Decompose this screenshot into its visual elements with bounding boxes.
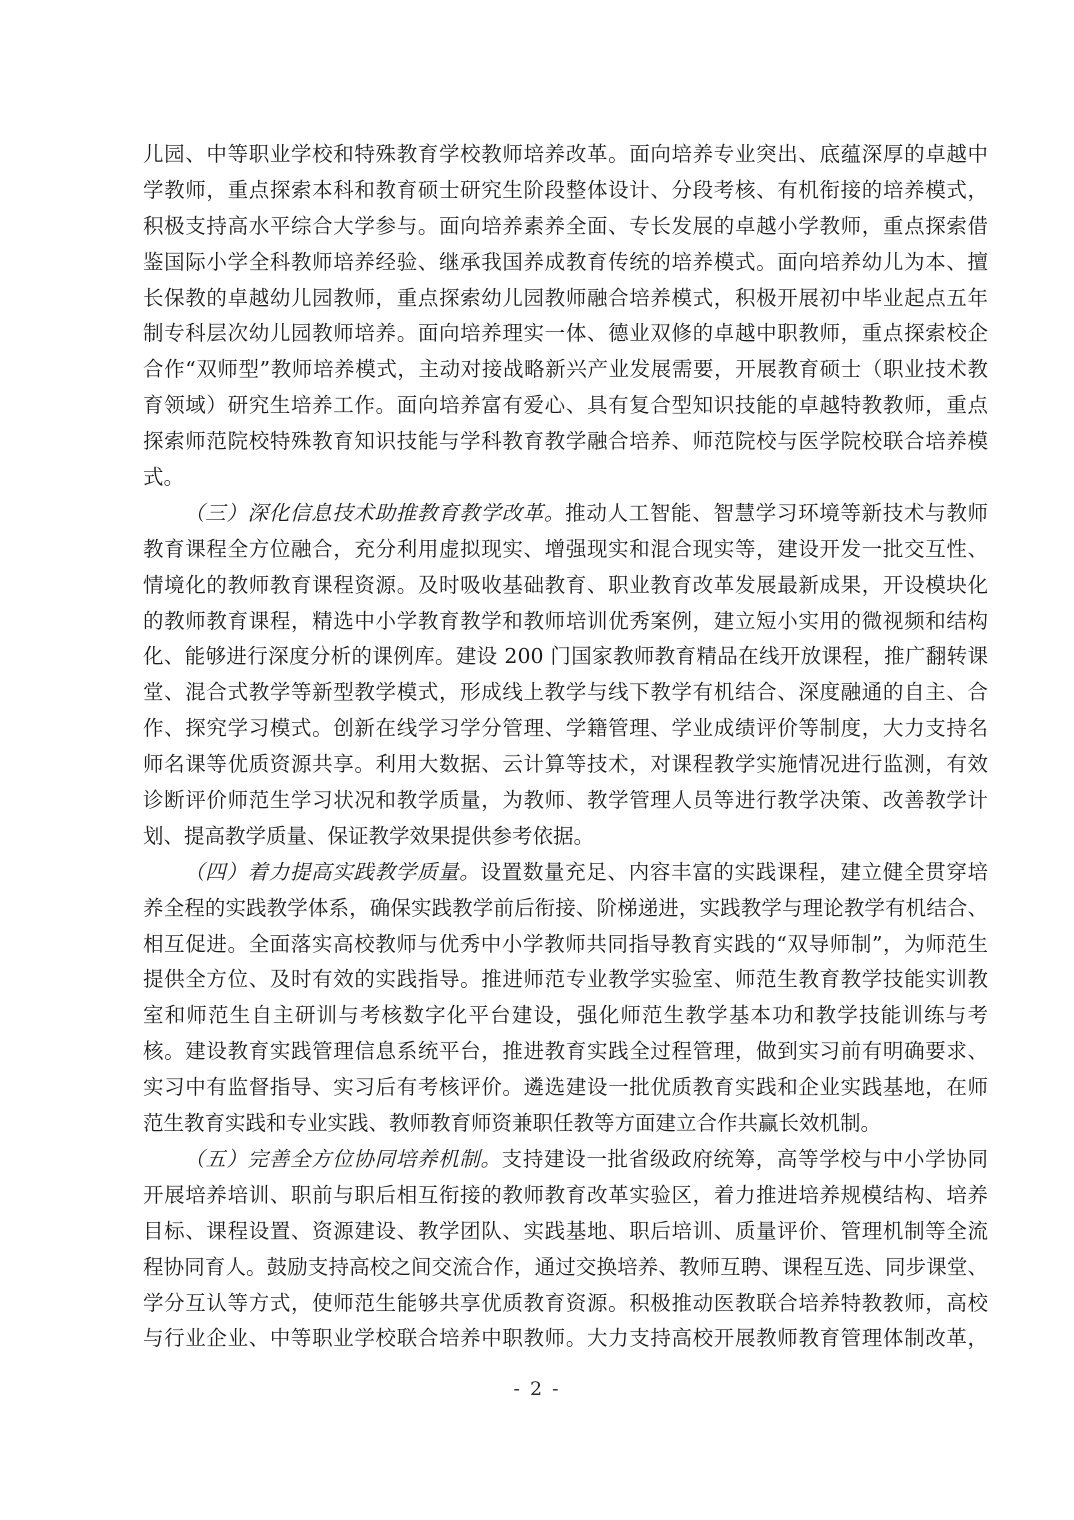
text-line: 与行业企业、中等职业学校联合培养中职教师。大力支持高校开展教师教育管理体制改革，: [143, 1326, 988, 1351]
section-heading: （五）完善全方位协同培养机制。: [184, 1146, 502, 1171]
text-line: 积极支持高水平综合大学参与。面向培养素养全面、专长发展的卓越小学教师，重点探索借: [143, 213, 988, 238]
text-line: 开展培养培训、职前与职后相互衔接的教师教育改革实验区，着力推进培养规模结构、培养: [143, 1182, 988, 1207]
paragraph-end-line: 范生教育实践和专业实践、教师教育师资兼职任教等方面建立合作共赢长效机制。: [143, 1111, 881, 1136]
text-line: 学教师，重点探索本科和教育硕士研究生阶段整体设计、分段考核、有机衔接的培养模式，: [143, 177, 988, 202]
paragraph-end-line: 划、提高教学质量、保证教学效果提供参考依据。: [143, 823, 594, 848]
text-line: 探索师范院校特殊教育知识技能与学科教育教学融合培养、师范院校与医学院校联合培养模: [143, 429, 988, 454]
text-line: 教育课程全方位融合，充分利用虚拟现实、增强现实和混合现实等，建设开发一批交互性、: [143, 536, 988, 561]
text-line: 作、探究学习模式。创新在线学习学分管理、学籍管理、学业成绩评价等制度，大力支持名: [143, 716, 988, 741]
page-number: - 2 -: [513, 1378, 561, 1400]
text-line: 养全程的实践教学体系，确保实践教学前后衔接、阶梯递进，实践教学与理论教学有机结合、: [143, 895, 988, 920]
text-line: 合作“双师型”教师培养模式，主动对接战略新兴产业发展需要，开展教育硕士（职业技术教: [143, 357, 988, 382]
text-line: 室和师范生自主研训与考核数字化平台建设，强化师范生教学基本功和教学技能训练与考: [143, 1003, 988, 1028]
text-line: 长保教的卓越幼儿园教师，重点探索幼儿园教师融合培养模式，积极开展初中毕业起点五年: [143, 285, 988, 310]
text-line: 的教师教育课程，精选中小学教育教学和教师培训优秀案例，建立短小实用的微视频和结构: [143, 608, 988, 633]
text-line: 师名课等优质资源共享。利用大数据、云计算等技术，对课程教学实施情况进行监测，有效: [143, 752, 988, 777]
text-run: 设置数量充足、内容丰富的实践课程，建立健全贯穿培: [480, 859, 988, 884]
text-line: 堂、混合式教学等新型教学模式，形成线上教学与线下教学有机结合、深度融通的自主、合: [143, 680, 988, 705]
text-line: 核。建设教育实践管理信息系统平台，推进教育实践全过程管理，做到实习前有明确要求、: [143, 1039, 988, 1064]
document-body: [143, 137, 988, 1357]
text-line: 诊断评价师范生学习状况和教学质量，为教师、教学管理人员等进行教学决策、改善教学计: [143, 788, 988, 813]
text-line: 学分互认等方式，使师范生能够共享优质教育资源。积极推动医教联合培养特教教师，高校: [143, 1290, 988, 1315]
text-line: 育领域）研究生培养工作。面向培养富有爱心、具有复合型知识技能的卓越特教教师，重点: [143, 393, 988, 418]
text-line: 化、能够进行深度分析的课例库。建设 200 门国家教师教育精品在线开放课程，推广翻转课: [143, 644, 988, 669]
section-heading-line: [143, 1142, 988, 1178]
paragraph-end-line: 式。: [143, 465, 184, 490]
section-heading-line: [143, 496, 988, 532]
text-run: 推动人工智能、智慧学习环境等新技术与教师: [565, 500, 988, 525]
text-line: 制专科层次幼儿园教师培养。面向培养理实一体、德业双修的卓越中职教师，重点探索校企: [143, 321, 988, 346]
text-line: 相互促进。全面落实高校教师与优秀中小学教师共同指导教育实践的“双导师制”，为师范生: [143, 931, 988, 956]
section-heading: （四）着力提高实践教学质量。: [184, 859, 481, 884]
text-line: 儿园、中等职业学校和特殊教育学校教师培养改革。面向培养专业突出、底蕴深厚的卓越中: [143, 142, 988, 166]
section-heading-line: [143, 855, 988, 891]
text-line: 情境化的教师教育课程资源。及时吸收基础教育、职业教育改革发展最新成果，开设模块化: [143, 572, 988, 597]
text-run: 支持建设一批省级政府统筹，高等学校与中小学协同: [501, 1146, 988, 1171]
text-line: 程协同育人。鼓励支持高校之间交流合作，通过交换培养、教师互聘、课程互选、同步课堂、: [143, 1254, 988, 1279]
text-line: 鉴国际小学全科教师培养经验、继承我国养成教育传统的培养模式。面向培养幼儿为本、擅: [143, 249, 988, 274]
text-line: 提供全方位、及时有效的实践指导。推进师范专业教学实验室、师范生教育教学技能实训教: [143, 967, 988, 992]
section-heading: （三）深化信息技术助推教育教学改革。: [184, 500, 566, 525]
text-line: 实习中有监督指导、实习后有考核评价。遴选建设一批优质教育实践和企业实践基地，在师: [143, 1075, 988, 1100]
text-line: 目标、课程设置、资源建设、教学团队、实践基地、职后培训、质量评价、管理机制等全流: [143, 1218, 988, 1243]
